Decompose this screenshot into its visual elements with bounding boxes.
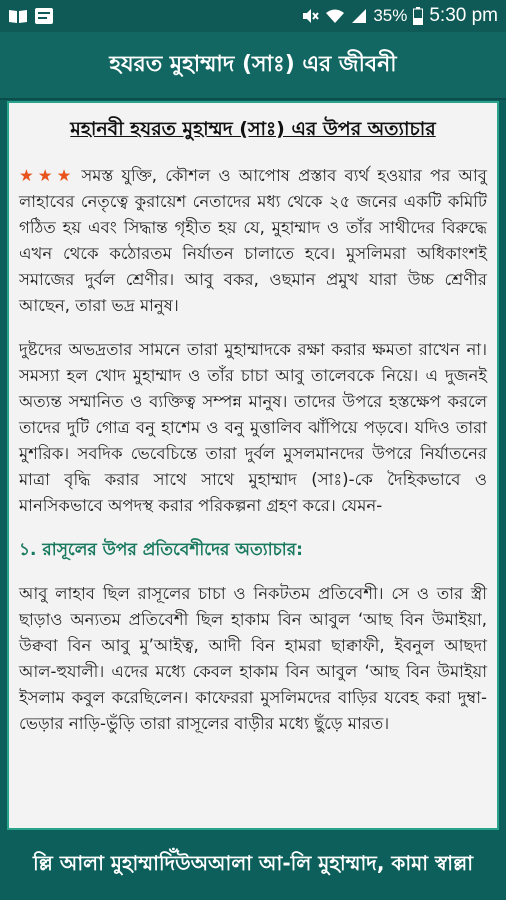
app-bar [0, 32, 506, 100]
bottom-banner [0, 830, 506, 900]
durood-text: ল্লি আলা মুহাম্মাদিঁউঅআলা আ-লি মুহাম্মাদ, কামা স্বাল্লা [32, 850, 474, 875]
article-title: মহানবী হযরত মুহাম্মদ (সাঃ) এর উপর অত্যাচার [70, 118, 436, 140]
section-heading: ১. রাসূলের উপর প্রতিবেশীদের অত্যাচার: [19, 540, 303, 560]
paragraph-2: দুষ্টদের অভদ্রতার সামনে তারা মুহাম্মাদকে রক্ষা করার ক্ষমতা রাখেন না। সমস্যা হল খোদ মুহাম্মাদ ও তাঁর চাচা আবু তালেবকে নিয়ে। এ দুজনই অত্যন্ত সম্মানিত ও ব্যক্তিত্ব সম্পন্ন মানুষ। তাদের উপরে হস্তক্ষেপ করলে তাদের দুটি গোত্র বনু হাশেম ও বনু মুত্তালিব ঝাঁপিয়ে পড়বে। যদিও তারা মুশরিক। সবদিক ভেবেচিন্তে তারা দুর্বল মুসলমানদের উপরে নির্যাতনের মাত্রা বৃদ্ধি করার সাথে সাথে মুহাম্মাদ (সাঃ)-কে দৈহিকভাবে ও মানসিকভাবে অপদস্থ করার পরিকল্পনা গ্রহণ করে। যেমন- [19, 340, 487, 515]
content-card[interactable] [7, 101, 499, 830]
status-bar [0, 0, 506, 32]
paragraph-1 [19, 163, 487, 319]
star-rating: ★★★ [19, 166, 76, 185]
paragraph-1-text: সমস্ত যুক্তি, কৌশল ও আপোষ প্রস্তাব ব্যর্থ হওয়ার পর আবু লাহাবের নেতৃত্বে কুরায়েশ নেতাদের মধ্য থেকে ২৫ জনের একটি কমিটি গঠিত হয় এবং সিদ্ধান্ত গৃহীত হয় যে, মুহাম্মাদ ও তাঁর সাথীদের বিরুদ্ধে এখন থেকে কঠোরতম নির্যাতন চালাতে হবে। মুসলিমরা অধিকাংশই সমাজের দুর্বল শ্রেণীর। আবু বকর, ওছমান প্রমুখ যারা উচ্চ শ্রেণীর আছেন, তারা ভদ্র মানুষ। [19, 166, 487, 315]
battery-percent: 35% [373, 6, 408, 25]
book-icon [8, 8, 28, 24]
status-left [8, 7, 54, 25]
app-title: হযরত মুহাম্মাদ (সাঃ) এর জীবনী [109, 51, 397, 77]
section-paragraph: আবু লাহাব ছিল রাসূলের চাচা ও নিকটতম প্রতিবেশী। সে ও তার স্ত্রী ছাড়াও অন্যতম প্রতিবেশী ছিল হাকাম বিন আবুল ‘আছ বিন উমাইয়া, উক্ববা বিন আবু মু’আইত্ব, আদী বিন হামরা ছাক্বাফী, ইবনুল আছদা আল-হুযালী। এদের মধ্যে কেবল হাকাম বিন আবুল ‘আছ বিন উমাইয়া ইসলাম কবুল করেছিলেন। কাফেররা মুসলিমদের বাড়ির যবেহ করা দুম্বা-ভেড়ার নাড়ি-ভুঁড়ি তারা রাসূলের বাড়ীর মধ্যে ছুঁড়ে মারত। [19, 584, 487, 733]
content-scroll-area[interactable] [9, 103, 497, 737]
status-right [301, 5, 498, 27]
message-icon [34, 7, 54, 25]
status-time: 5:30 pm [429, 5, 498, 26]
signal-icon [351, 8, 367, 24]
wifi-icon [325, 8, 345, 24]
battery-icon [413, 7, 423, 25]
mute-icon [301, 8, 319, 24]
